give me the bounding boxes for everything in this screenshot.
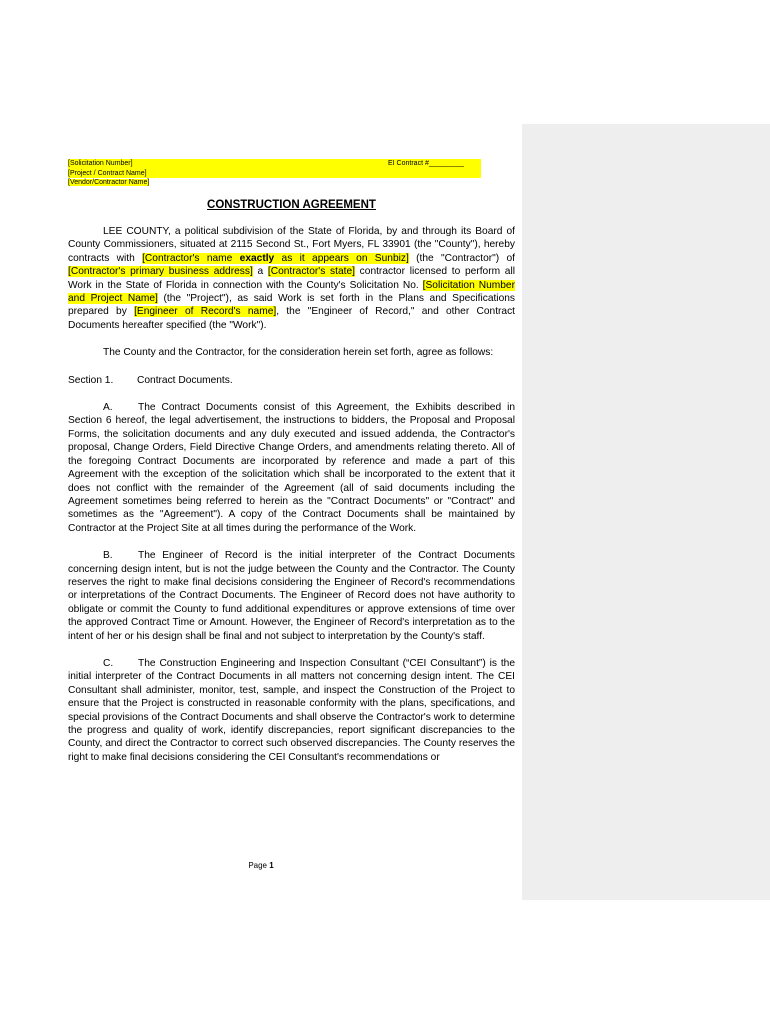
paragraph-c xyxy=(68,657,515,764)
intro-text-1: LEE COUNTY, a political subdivision of the State of Florida, by and through its Board of County Commissioners, situated at 2115 Second St., Fort Myers, FL 33901 (the "County"), hereby contracts with xyxy=(68,226,515,264)
intro-text-3: a xyxy=(252,266,268,278)
page-label: Page xyxy=(248,861,270,870)
intro-text-4: contractor licensed to perform all Work in the State of Florida in connection with the County's Solicitation No. xyxy=(68,266,515,291)
intro-text-6: , the "Engineer of Record," and other Contract Documents hereafter specified (the "Work"). xyxy=(68,306,516,331)
solicitation-project-placeholder[interactable]: [Solicitation Number and Project Name] xyxy=(68,279,515,305)
intro-paragraph xyxy=(68,225,515,332)
paragraph-b xyxy=(68,549,515,643)
paragraph-b-text: The Engineer of Record is the initial interpreter of the Contract Documents concerning design intent, but is not the judge between the County and the Contractor. The County reserves the right to make final decisions considering the Engineer of Record's recommendations or interpretations of the Contract Documents. The Engineer of Record does not have authority to obligate or commit the County to fund additional expenditures or approve extensions of time over the approved Contract Time or Amount. However, the Engineer of Record's interpretation as to the intent of her or his design shall be final and not subject to interpretation by the County's staff. xyxy=(68,550,515,642)
paragraph-a-text: The Contract Documents consist of this Agreement, the Exhibits described in Section 6 hereof, the legal advertisement, the instructions to bidders, the Proposal and Proposal Forms, the solicitation documents and any duly executed and issued addenda, the Contractor's proposal, Change Orders, Field Directive Change Orders, and amendments relating thereto. All of the foregoing Contract Documents are incorporated by reference and made a part of this Agreement with the exception of the solicitation which shall be incorporated to the extent that it does not conflict with the remainder of the Agreement (all of said documents including the Agreement sometimes being referred to herein as the "Contract Documents" or "Contract" and sometimes as the "Agreement"). A copy of the Contract Documents shall be maintained by Contractor at the Project Site at all times during the performance of the Work. xyxy=(68,402,515,534)
solicitation-number-placeholder[interactable]: [Solicitation Number] xyxy=(68,159,481,169)
paragraph-a-label: A. xyxy=(103,402,113,414)
paragraph-c-label: C. xyxy=(103,657,114,669)
intro-text-2: (the "Contractor") of xyxy=(408,252,515,264)
section-1-title: Contract Documents. xyxy=(137,374,233,386)
header-line-2 xyxy=(68,169,481,179)
section-1-heading xyxy=(68,374,515,387)
paragraph-b-label: B. xyxy=(103,550,113,562)
contractor-name-placeholder[interactable] xyxy=(142,253,409,264)
document-body xyxy=(68,225,515,778)
document-title: CONSTRUCTION AGREEMENT xyxy=(207,199,376,211)
vendor-contractor-name-placeholder[interactable]: [Vendor/Contractor Name] xyxy=(68,179,150,186)
project-contract-name-placeholder[interactable]: [Project / Contract Name] xyxy=(68,169,481,179)
header-line-3 xyxy=(68,178,149,188)
intro-text-5: (the "Project"), as said Work is set forth in the Plans and Specifications prepared by xyxy=(68,293,515,318)
contractor-state-placeholder[interactable]: [Contractor's state] xyxy=(267,266,355,278)
comment-margin-panel xyxy=(522,124,770,900)
engineer-of-record-placeholder[interactable]: [Engineer of Record's name] xyxy=(134,306,277,318)
contractor-name-text-c: as it appears on Sunbiz] xyxy=(274,252,409,264)
contractor-name-emphasis: exactly xyxy=(239,252,275,264)
paragraph-c-text: The Construction Engineering and Inspection Consultant (“CEI Consultant”) is the initial interpreter of the Contract Documents in all matters not concerning design intent. The CEI Consultant shall administer, monitor, test, sample, and inspect the Construction of the Project to ensure that the Project is constructed in reasonable conformity with the plans, specifications, and special provisions of the Contract Documents and shall observe the Contractor's work to determine the progress and quality of work, identify discrepancies, report significant discrepancies to the County, and direct the Contractor to correct such observed discrepancies. The County reserves the right to make final decisions considering the CEI Consultant's recommendations or xyxy=(68,657,515,763)
agreement-paragraph: The County and the Contractor, for the consideration herein set forth, agree as follows: xyxy=(103,347,494,359)
page-number: 1 xyxy=(269,861,274,870)
page-footer xyxy=(0,861,522,871)
section-1-number: Section 1. xyxy=(68,374,114,386)
ei-contract-number: EI Contract #_________ xyxy=(388,160,464,167)
contractor-address-placeholder[interactable]: [Contractor's primary business address] xyxy=(68,266,253,278)
header-line-1 xyxy=(68,159,481,169)
paragraph-a xyxy=(68,401,515,535)
contractor-name-text-a: [Contractor's name xyxy=(142,252,240,264)
